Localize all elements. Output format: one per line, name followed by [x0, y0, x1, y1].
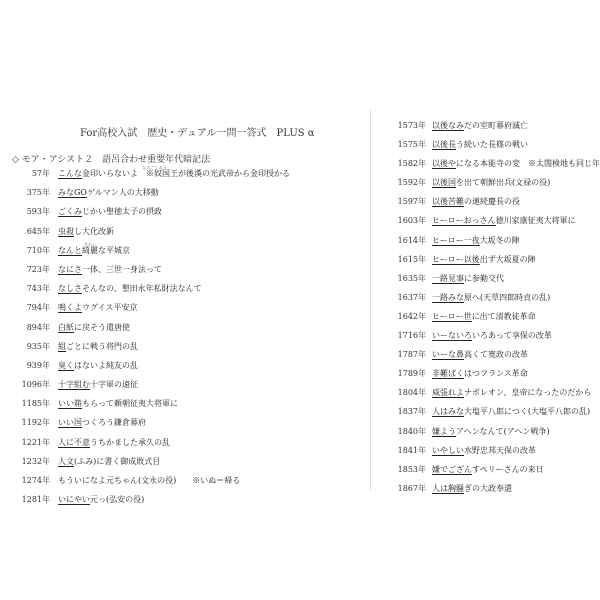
year-label: 1221年	[21, 437, 50, 447]
year-label: 1185年	[21, 399, 50, 409]
mnemonic-rest: だの室町幕府滅亡	[464, 121, 528, 130]
mnemonic-key: いい国	[58, 418, 82, 428]
mnemonic-rest: 水野忠邦天保の改革	[464, 445, 536, 455]
mnemonic-rest: はないよ純友の乱	[74, 360, 138, 370]
year-label: 645年	[26, 226, 50, 236]
mnemonic-rest: う続いた長篠の戦い	[456, 140, 528, 150]
year-label: 1614年	[397, 235, 426, 245]
mnemonic-rest: し大化改新	[74, 226, 114, 236]
mnemonic-key: いやしい	[432, 445, 464, 455]
year-label: 1716年	[397, 331, 426, 341]
list-item	[14, 206, 354, 225]
year-label: 1840年	[397, 426, 426, 436]
year-label: 1642年	[397, 311, 426, 321]
mnemonic-key: 十字組む	[58, 380, 90, 390]
year-label: 1615年	[397, 254, 426, 264]
right-column	[392, 120, 600, 502]
list-item	[392, 426, 592, 445]
list-item	[392, 254, 592, 273]
list-item	[14, 283, 354, 302]
list-item	[392, 330, 592, 349]
mnemonic-rest: の連続慶長の役	[464, 197, 520, 207]
year-label: 743年	[26, 284, 50, 294]
mnemonic-key: 以後や	[432, 159, 456, 169]
mnemonic-rest: ゲルマン人の大移動	[86, 188, 159, 198]
list-item	[392, 368, 592, 387]
year-label: 794年	[26, 303, 50, 313]
list-item	[14, 456, 354, 475]
year-label: 1597年	[397, 197, 426, 207]
mnemonic-key: ごくみ	[58, 207, 82, 217]
list-item	[392, 483, 592, 502]
list-item	[392, 177, 592, 196]
list-item	[14, 241, 354, 264]
year-label: 1281年	[21, 495, 50, 505]
mnemonic-key: 人は胸騒	[432, 483, 464, 493]
list-item	[14, 494, 354, 513]
list-item	[14, 165, 354, 187]
year-label: 1787年	[397, 350, 426, 360]
mnemonic-key: いーな鼻	[432, 350, 464, 360]
ruby-text: きれい	[84, 241, 97, 247]
year-label: 1192年	[21, 418, 50, 428]
mnemonic-rest: いろあって享保の改革	[472, 331, 552, 341]
mnemonic-key: 鳴くよ	[58, 303, 82, 313]
mnemonic-key: ヒーロー以後	[432, 254, 480, 264]
year-label: 1603年	[397, 216, 426, 226]
year-label: 1582年	[397, 159, 426, 169]
year-label: 939年	[26, 360, 50, 370]
mnemonic-rest: 一体、三世一身法って	[82, 264, 162, 274]
mnemonic-rest: もらって頼朝征夷大将軍に	[82, 399, 178, 409]
mnemonic-key: 一路みな	[432, 292, 464, 302]
list-item	[14, 264, 354, 283]
list-item	[392, 215, 592, 234]
mnemonic-rest: じかい聖徳太子の摂政	[82, 207, 162, 217]
mnemonic-key: 人に不意	[58, 437, 90, 447]
mnemonic-rest: ぎの大政奉還	[464, 483, 512, 493]
year-label: 935年	[26, 341, 50, 351]
year-label: 593年	[26, 207, 50, 217]
list-item	[392, 311, 592, 330]
year-label: 723年	[26, 264, 50, 274]
mnemonic-key: なんと	[58, 245, 82, 255]
mnemonic-rest: 十字軍の遠征	[90, 380, 138, 390]
mnemonic-rest: 高くて寛政の改革	[464, 350, 528, 360]
mnemonic-rest: うちかました承久の乱	[90, 437, 170, 447]
mnemonic-rest: に参勤交代	[464, 273, 504, 283]
mnemonic-key: なしさ	[58, 284, 82, 294]
mnemonic-rest: はつフランス革命	[464, 369, 528, 379]
list-item	[14, 226, 354, 245]
year-label: 1232年	[21, 456, 50, 466]
mnemonic-rest: 出ず大坂夏の陣	[479, 254, 536, 264]
mnemonic-key: いーないろ	[432, 331, 472, 341]
year-label: 1573年	[397, 121, 426, 130]
mnemonic-rest: になる本能寺の変 ※太閤検地も同じ年	[456, 159, 600, 169]
mnemonic-rest: 原へ(天草四郎時貞の乱)	[464, 292, 551, 302]
mnemonic-rest: ごとに戦う将門の乱	[66, 341, 138, 351]
left-column	[14, 165, 354, 513]
year-label: 894年	[26, 322, 50, 332]
mnemonic-rest: 元っ(弘安の役)	[90, 495, 145, 505]
list-item	[14, 341, 354, 360]
list-item	[392, 139, 592, 158]
mnemonic-rest: (ふみ)に書く御成敗式目	[74, 456, 161, 466]
mnemonic-key: 以後長	[432, 140, 456, 150]
section-heading: ◇ モア・アシスト２ 語呂合わせ重要年代暗記法	[12, 155, 211, 165]
mnemonic-key: ヒーロー一夜	[432, 235, 480, 245]
year-label: 57年	[31, 169, 50, 178]
year-label: 1592年	[397, 178, 426, 188]
mnemonic-key: いい箱	[58, 399, 82, 409]
mnemonic-key: 白紙	[58, 322, 74, 332]
ruby-text: なのこくおう	[142, 165, 168, 170]
year-label: 1096年	[21, 380, 50, 390]
list-item	[14, 437, 354, 456]
column-divider	[370, 110, 371, 490]
year-label: 1837年	[397, 407, 426, 417]
mnemonic-rest: 大坂冬の陣	[479, 235, 520, 245]
mnemonic-key: 一路見事	[432, 273, 464, 283]
mnemonic-rest: すペリーさんの来日	[472, 464, 544, 474]
mnemonic-key: 嫌よう	[432, 426, 456, 436]
list-item	[392, 158, 600, 177]
mnemonic-key: 人はみな	[432, 407, 464, 417]
mnemonic-key: いにやい	[58, 495, 90, 505]
list-item	[392, 273, 592, 292]
year-label: 1789年	[397, 369, 426, 379]
list-item	[14, 360, 354, 379]
year-label: 1575年	[397, 140, 426, 150]
year-label: 1867年	[397, 483, 426, 493]
mnemonic-key: 非難ぱく	[432, 369, 464, 379]
year-label: 1637年	[397, 292, 426, 302]
mnemonic-rest: つくろう鎌倉幕府	[82, 418, 146, 428]
list-item	[14, 379, 354, 398]
list-item	[14, 322, 354, 341]
list-item	[392, 406, 592, 425]
mnemonic-key: 以後苦難	[432, 197, 464, 207]
mnemonic-key: 嫌でござん	[432, 464, 472, 474]
list-item	[14, 417, 354, 436]
list-item	[14, 187, 354, 206]
list-item	[392, 235, 592, 254]
mnemonic-key: 組	[58, 341, 66, 351]
mnemonic-key: なにさ	[58, 264, 82, 274]
list-item	[392, 292, 592, 311]
mnemonic-rest: ウグイス平安京	[82, 303, 138, 313]
mnemonic-key: 以後国	[432, 178, 456, 188]
mnemonic-key: 人文	[58, 456, 74, 466]
list-item	[392, 120, 592, 139]
mnemonic-key: こんな	[58, 169, 82, 178]
mnemonic-rest: ナポレオン、皇帝になったのだから	[464, 388, 592, 398]
list-item	[392, 196, 592, 215]
list-item	[14, 302, 354, 321]
mnemonic-rest: 大塩平八郎につく(大塩平八郎の乱)	[464, 407, 591, 417]
mnemonic-rest: 徳川家康征夷大将軍に	[495, 216, 576, 226]
year-label: 1274年	[21, 476, 50, 485]
list-item	[14, 475, 354, 494]
mnemonic-rest: そんなの、墾田永年私財法なんて	[82, 284, 202, 294]
list-item	[392, 349, 592, 368]
mnemonic-key: 以後なみ	[432, 121, 464, 130]
mnemonic-rest: 金印いらないよ ※奴国王が後漢の光武帝から金印授かる	[82, 169, 290, 178]
mnemonic-key: みなGO	[58, 188, 87, 198]
mnemonic-key: ヒーローおっさん	[432, 216, 496, 226]
year-label: 1841年	[397, 445, 426, 455]
year-label: 1635年	[397, 273, 426, 283]
mnemonic-rest: を出て朝鮮出兵(文禄の役)	[456, 178, 551, 188]
list-item	[392, 387, 592, 406]
list-item	[392, 464, 592, 483]
list-item	[392, 445, 592, 464]
list-item	[14, 398, 354, 417]
year-label: 375年	[26, 188, 50, 198]
year-label: 1853年	[397, 464, 426, 474]
mnemonic-key: 威張れよ	[432, 388, 464, 398]
mnemonic-rest: に戻そう遣唐使	[74, 322, 130, 332]
year-label: 1804年	[397, 388, 426, 398]
mnemonic-key: 臭く	[58, 360, 74, 370]
mnemonic-rest: 綺麗な平城京	[82, 245, 130, 255]
mnemonic-rest: アヘンなんて(アヘン戦争)	[456, 426, 550, 436]
mnemonic-key: 虫殺	[58, 226, 74, 236]
mnemonic-key: ヒーロー世	[432, 311, 472, 321]
page-title: For高校入試 歴史・デュアル一問一答式 PLUS α	[80, 128, 315, 139]
year-label: 710年	[26, 245, 50, 255]
mnemonic-rest: に出て清教徒革命	[471, 311, 536, 321]
mnemonic-rest: もういになよ元ちゃん(文永の役) ※いぬ＝帰る	[58, 476, 241, 485]
